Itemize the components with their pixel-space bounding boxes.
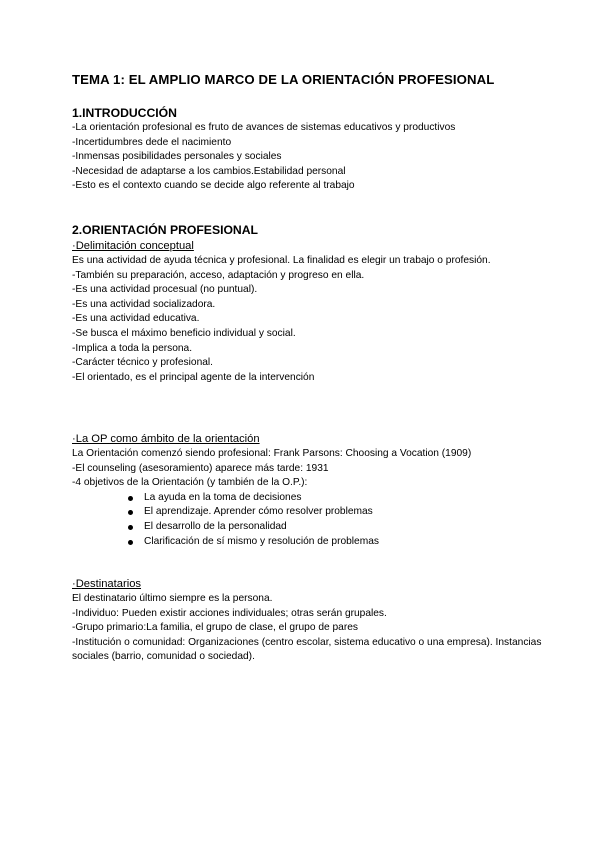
subsection-heading: ·La OP como ámbito de la orientación	[72, 433, 260, 445]
text-line: -Es una actividad educativa.	[72, 313, 200, 325]
text-line: El destinatario último siempre es la persona.	[72, 593, 273, 604]
section-heading: 2.ORIENTACIÓN PROFESIONAL	[72, 223, 258, 237]
text-line: -El counseling (asesoramiento) aparece más tarde: 1931	[72, 462, 329, 474]
text-line: -Carácter técnico y profesional.	[72, 357, 213, 369]
text-paragraph: -Institución o comunidad: Organizaciones (centro escolar, sistema educativo o una empresa). Instancias sociales (barrio, comunidad o sociedad).	[72, 636, 542, 663]
text-line: -4 objetivos de la Orientación (y también de la O.P.):	[72, 477, 308, 489]
subsection-heading: ·Destinatarios	[72, 578, 142, 590]
bullet-list	[72, 491, 542, 549]
text-line: -Inmensas posibilidades personales y sociales	[72, 151, 282, 163]
list-item: El aprendizaje. Aprender cómo resolver problemas	[128, 505, 542, 520]
list-item: El desarrollo de la personalidad	[128, 520, 542, 535]
section-heading: 1.INTRODUCCIÓN	[72, 106, 177, 120]
section-introduccion	[72, 105, 542, 194]
text-line: -También su preparación, acceso, adaptación y progreso en ella.	[72, 269, 365, 281]
text-line: -Se busca el máximo beneficio individual y social.	[72, 327, 296, 339]
text-line: La Orientación comenzó siendo profesional: Frank Parsons: Choosing a Vocation (1909)	[72, 448, 472, 459]
text-line: -Es una actividad procesual (no puntual).	[72, 284, 258, 296]
list-item: Clarificación de sí mismo y resolución de problemas	[128, 535, 542, 550]
subsection-destinatarios	[72, 576, 542, 665]
section-orientacion-profesional	[72, 222, 542, 385]
subsection-heading: ·Delimitación conceptual	[72, 240, 194, 252]
document-title: TEMA 1: EL AMPLIO MARCO DE LA ORIENTACIÓN PROFESIONAL	[72, 72, 495, 87]
subsection-ambito	[72, 431, 542, 549]
text-line: -Esto es el contexto cuando se decide algo referente al trabajo	[72, 180, 355, 192]
text-line: -Individuo: Pueden existir acciones individuales; otras serán grupales.	[72, 607, 387, 619]
text-line: -El orientado, es el principal agente de la intervención	[72, 371, 315, 383]
text-line: -Es una actividad socializadora.	[72, 298, 216, 310]
text-line: -Necesidad de adaptarse a los cambios.Estabilidad personal	[72, 165, 346, 177]
list-item: La ayuda en la toma de decisiones	[128, 491, 542, 506]
text-line: -Grupo primario:La familia, el grupo de clase, el grupo de pares	[72, 622, 358, 634]
text-paragraph: Es una actividad de ayuda técnica y profesional. La finalidad es elegir un trabajo o profesión.	[72, 255, 491, 266]
text-line: -Incertidumbres dede el nacimiento	[72, 136, 232, 148]
text-line: -La orientación profesional es fruto de avances de sistemas educativos y productivos	[72, 122, 456, 133]
text-line: -Implica a toda la persona.	[72, 342, 193, 354]
